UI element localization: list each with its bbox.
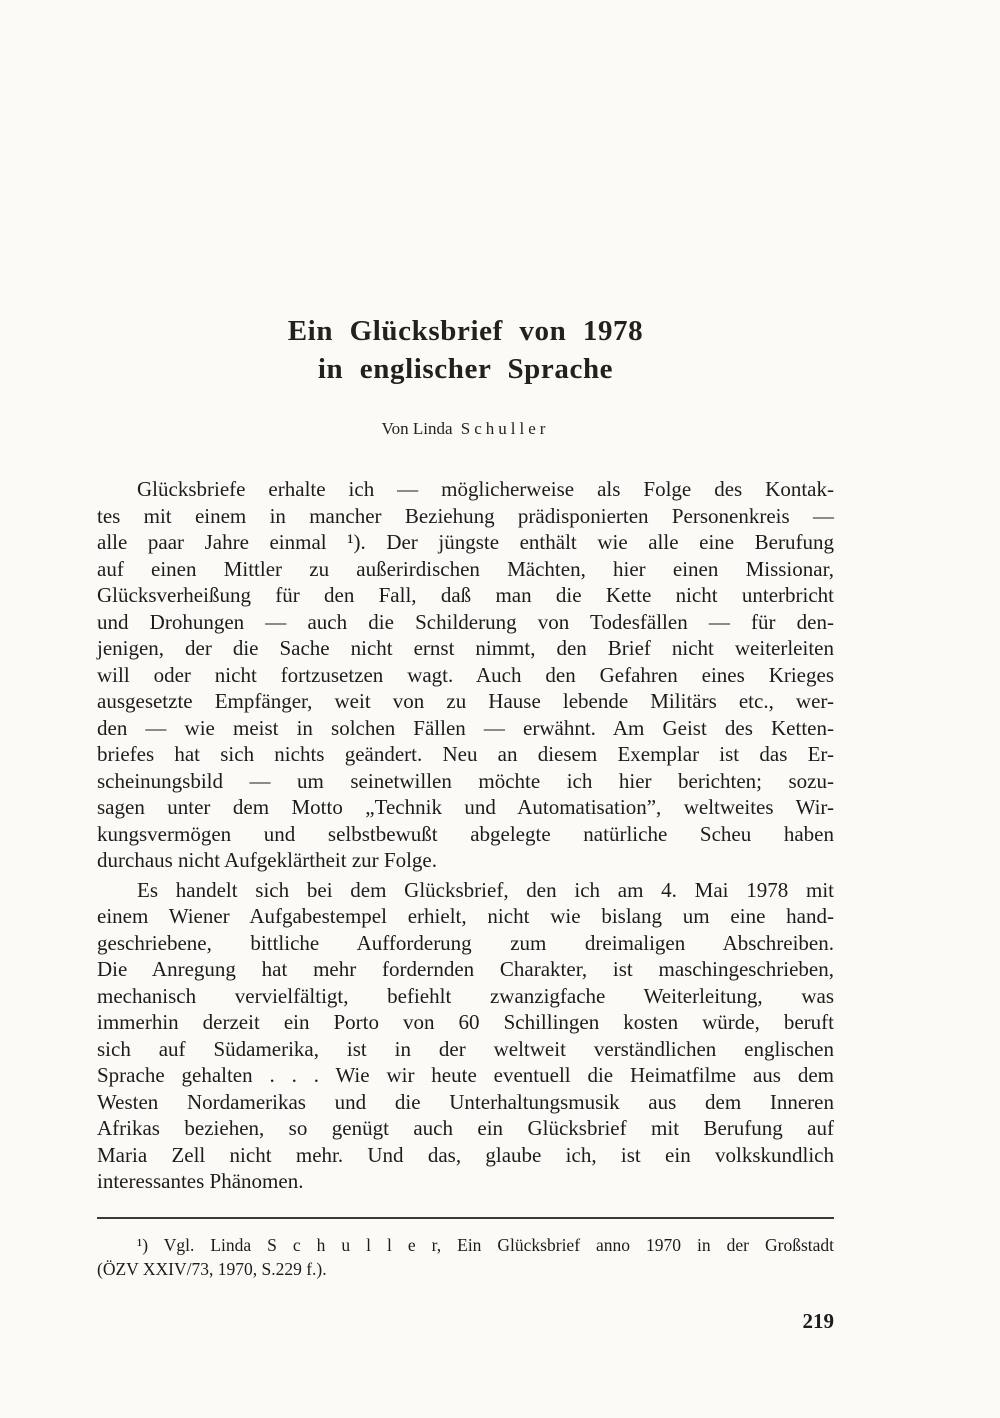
text-line: Afrikas beziehen, so genügt auch ein Glücksbrief mit Berufung auf <box>97 1116 834 1140</box>
text-line: durchaus nicht Aufgeklärtheit zur Folge. <box>97 848 437 872</box>
text-line: Sprache gehalten . . . Wie wir heute eventuell die Heimatfilme aus dem <box>97 1063 834 1087</box>
text-line: auf einen Mittler zu außerirdischen Mächten, hier einen Missionar, <box>97 556 834 581</box>
text-line: mechanisch vervielfältigt, befiehlt zwanzigfache Weiterleitung, was <box>97 983 834 1008</box>
text-line: und Drohungen — auch die Schilderung von Todesfällen — für den- <box>97 609 834 634</box>
text-line: sich auf Südamerika, ist in der weltweit verständlichen englischen <box>97 1036 834 1061</box>
footnote <box>97 1233 834 1281</box>
text-line: alle paar Jahre einmal ¹). Der jüngste enthält wie alle eine Berufung <box>97 530 834 554</box>
paragraph-1 <box>97 476 834 874</box>
byline <box>97 418 834 440</box>
text-line: Die Anregung hat mehr fordernden Charakter, ist maschingeschrieben, <box>97 957 834 981</box>
text-line: briefes hat sich nichts geändert. Neu an diesem Exemplar ist das Er- <box>97 742 834 766</box>
footnote-divider <box>97 1217 834 1219</box>
text-line: kungsvermögen und selbstbewußt abgelegte natürliche Scheu haben <box>97 821 834 846</box>
article-title <box>97 0 834 388</box>
byline-author-name: Schuller <box>460 419 550 438</box>
text-line: interessantes Phänomen. <box>97 1169 304 1193</box>
text-line: scheinungsbild — um seinetwillen möchte ich hier berichten; sozu- <box>97 768 834 793</box>
text-line: will oder nicht fortzusetzen wagt. Auch den Gefahren eines Krieges <box>97 662 834 687</box>
paragraph-2 <box>97 877 834 1195</box>
page-number: 219 <box>802 1308 834 1333</box>
footnote-line: (ÖZV XXIV/73, 1970, S.229 f.). <box>97 1258 327 1279</box>
text-line: ausgesetzte Empfänger, weit von zu Hause lebende Militärs etc., wer- <box>97 689 834 713</box>
text-line: einem Wiener Aufgabestempel erhielt, nicht wie bislang um eine hand- <box>97 904 834 928</box>
text-line: geschriebene, bittliche Aufforderung zum dreimaligen Abschreiben. <box>97 930 834 955</box>
text-column <box>97 0 834 1334</box>
text-line: Glücksverheißung für den Fall, daß man die Kette nicht unterbricht <box>97 583 834 607</box>
text-line: immerhin derzeit ein Porto von 60 Schillingen kosten würde, beruft <box>97 1010 834 1034</box>
text-line: Es handelt sich bei dem Glücksbrief, den ich am 4. Mai 1978 mit <box>137 877 834 902</box>
title-line-2: in englischer Sprache <box>317 353 614 385</box>
text-line: tes mit einem in mancher Beziehung prädisponierten Personenkreis — <box>97 503 834 528</box>
text-line: den — wie meist in solchen Fällen — erwähnt. Am Geist des Ketten- <box>97 715 834 740</box>
footnote-line: ¹) Vgl. Linda S c h u l l e r, Ein Glücksbrief anno 1970 in der Großstadt <box>137 1234 834 1255</box>
title-line-1: Ein Glücksbrief von 1978 <box>287 315 644 347</box>
text-line: Westen Nordamerikas und die Unterhaltungsmusik aus dem Inneren <box>97 1089 834 1114</box>
text-line: jenigen, der die Sache nicht ernst nimmt, den Brief nicht weiterleiten <box>97 636 834 660</box>
text-line: Glücksbriefe erhalte ich — möglicherweise als Folge des Kontak- <box>137 477 834 501</box>
text-line: sagen unter dem Motto „Technik und Automatisation”, weltweites Wir- <box>97 795 834 819</box>
byline-prefix: Von Linda <box>381 419 453 438</box>
text-line: Maria Zell nicht mehr. Und das, glaube ich, ist ein volkskundlich <box>97 1142 834 1167</box>
